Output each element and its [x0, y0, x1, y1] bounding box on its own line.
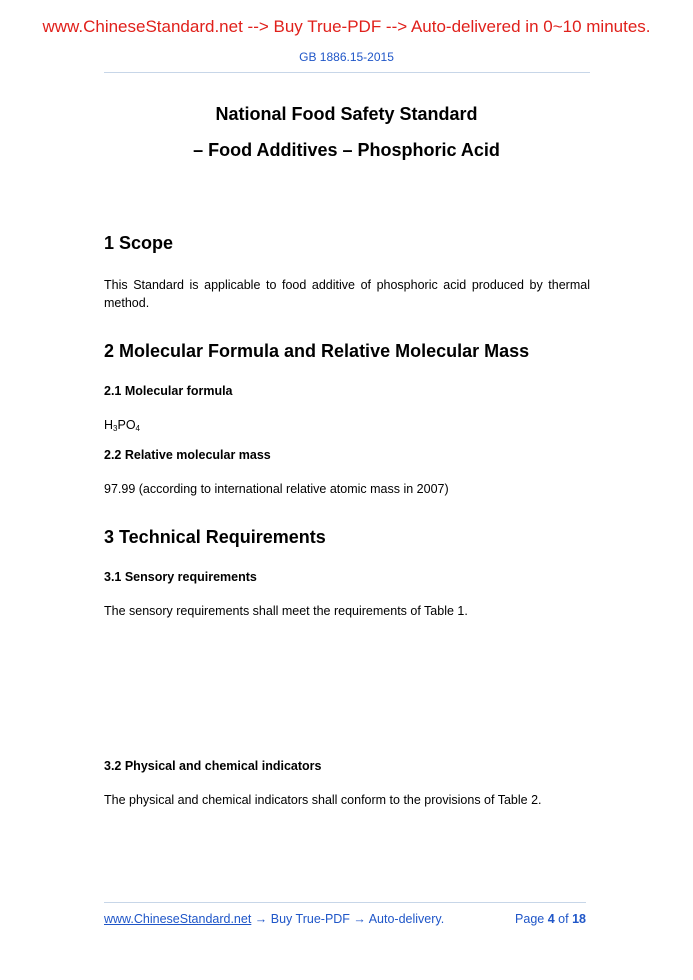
document-title-line2: – Food Additives – Phosphoric Acid — [193, 140, 500, 160]
standard-code: GB 1886.15-2015 — [299, 50, 394, 64]
section-3-heading: 3 Technical Requirements — [104, 527, 326, 547]
section-3-1-heading: 3.1 Sensory requirements — [104, 570, 257, 584]
document-title-line1: National Food Safety Standard — [215, 104, 478, 124]
section-2-heading: 2 Molecular Formula and Relative Molecular Mass — [104, 341, 530, 361]
footer-divider — [104, 902, 586, 903]
formula-h-subscript: 3 — [113, 424, 118, 433]
page-label: Page — [515, 912, 545, 926]
footer-tagline[interactable]: → Buy True-PDF → Auto-delivery. — [251, 912, 445, 926]
section-3-2-text: The physical and chemical indicators shall conform to the provisions of Table 2. — [104, 793, 542, 807]
molecular-mass-text: 97.99 (according to international relative atomic mass in 2007) — [104, 482, 449, 496]
footer-site-link[interactable]: www.ChineseStandard.net — [104, 912, 252, 926]
formula-po-subscript: 4 — [135, 424, 140, 433]
page-indicator — [515, 912, 586, 926]
page-total: 18 — [572, 912, 586, 926]
page-number: 4 — [547, 912, 555, 926]
page-footer — [104, 912, 586, 926]
of-label: of — [558, 912, 569, 926]
section-1-text: This Standard is applicable to food additive of phosphoric acid produced by thermal method. — [104, 278, 590, 310]
section-3-2-heading: 3.2 Physical and chemical indicators — [104, 759, 322, 773]
top-banner[interactable]: www.ChineseStandard.net --> Buy True-PDF --> Auto-delivered in 0~10 minutes. — [42, 17, 651, 36]
formula-po: PO — [117, 418, 136, 432]
section-3-1-text: The sensory requirements shall meet the requirements of Table 1. — [104, 604, 468, 618]
section-2-1-heading: 2.1 Molecular formula — [104, 384, 233, 398]
header-divider — [104, 72, 590, 73]
section-1-heading: 1 Scope — [104, 233, 174, 253]
section-2-2-heading: 2.2 Relative molecular mass — [104, 448, 271, 462]
formula-h: H — [104, 418, 114, 432]
footer-promo — [104, 912, 444, 926]
molecular-formula — [104, 416, 140, 438]
